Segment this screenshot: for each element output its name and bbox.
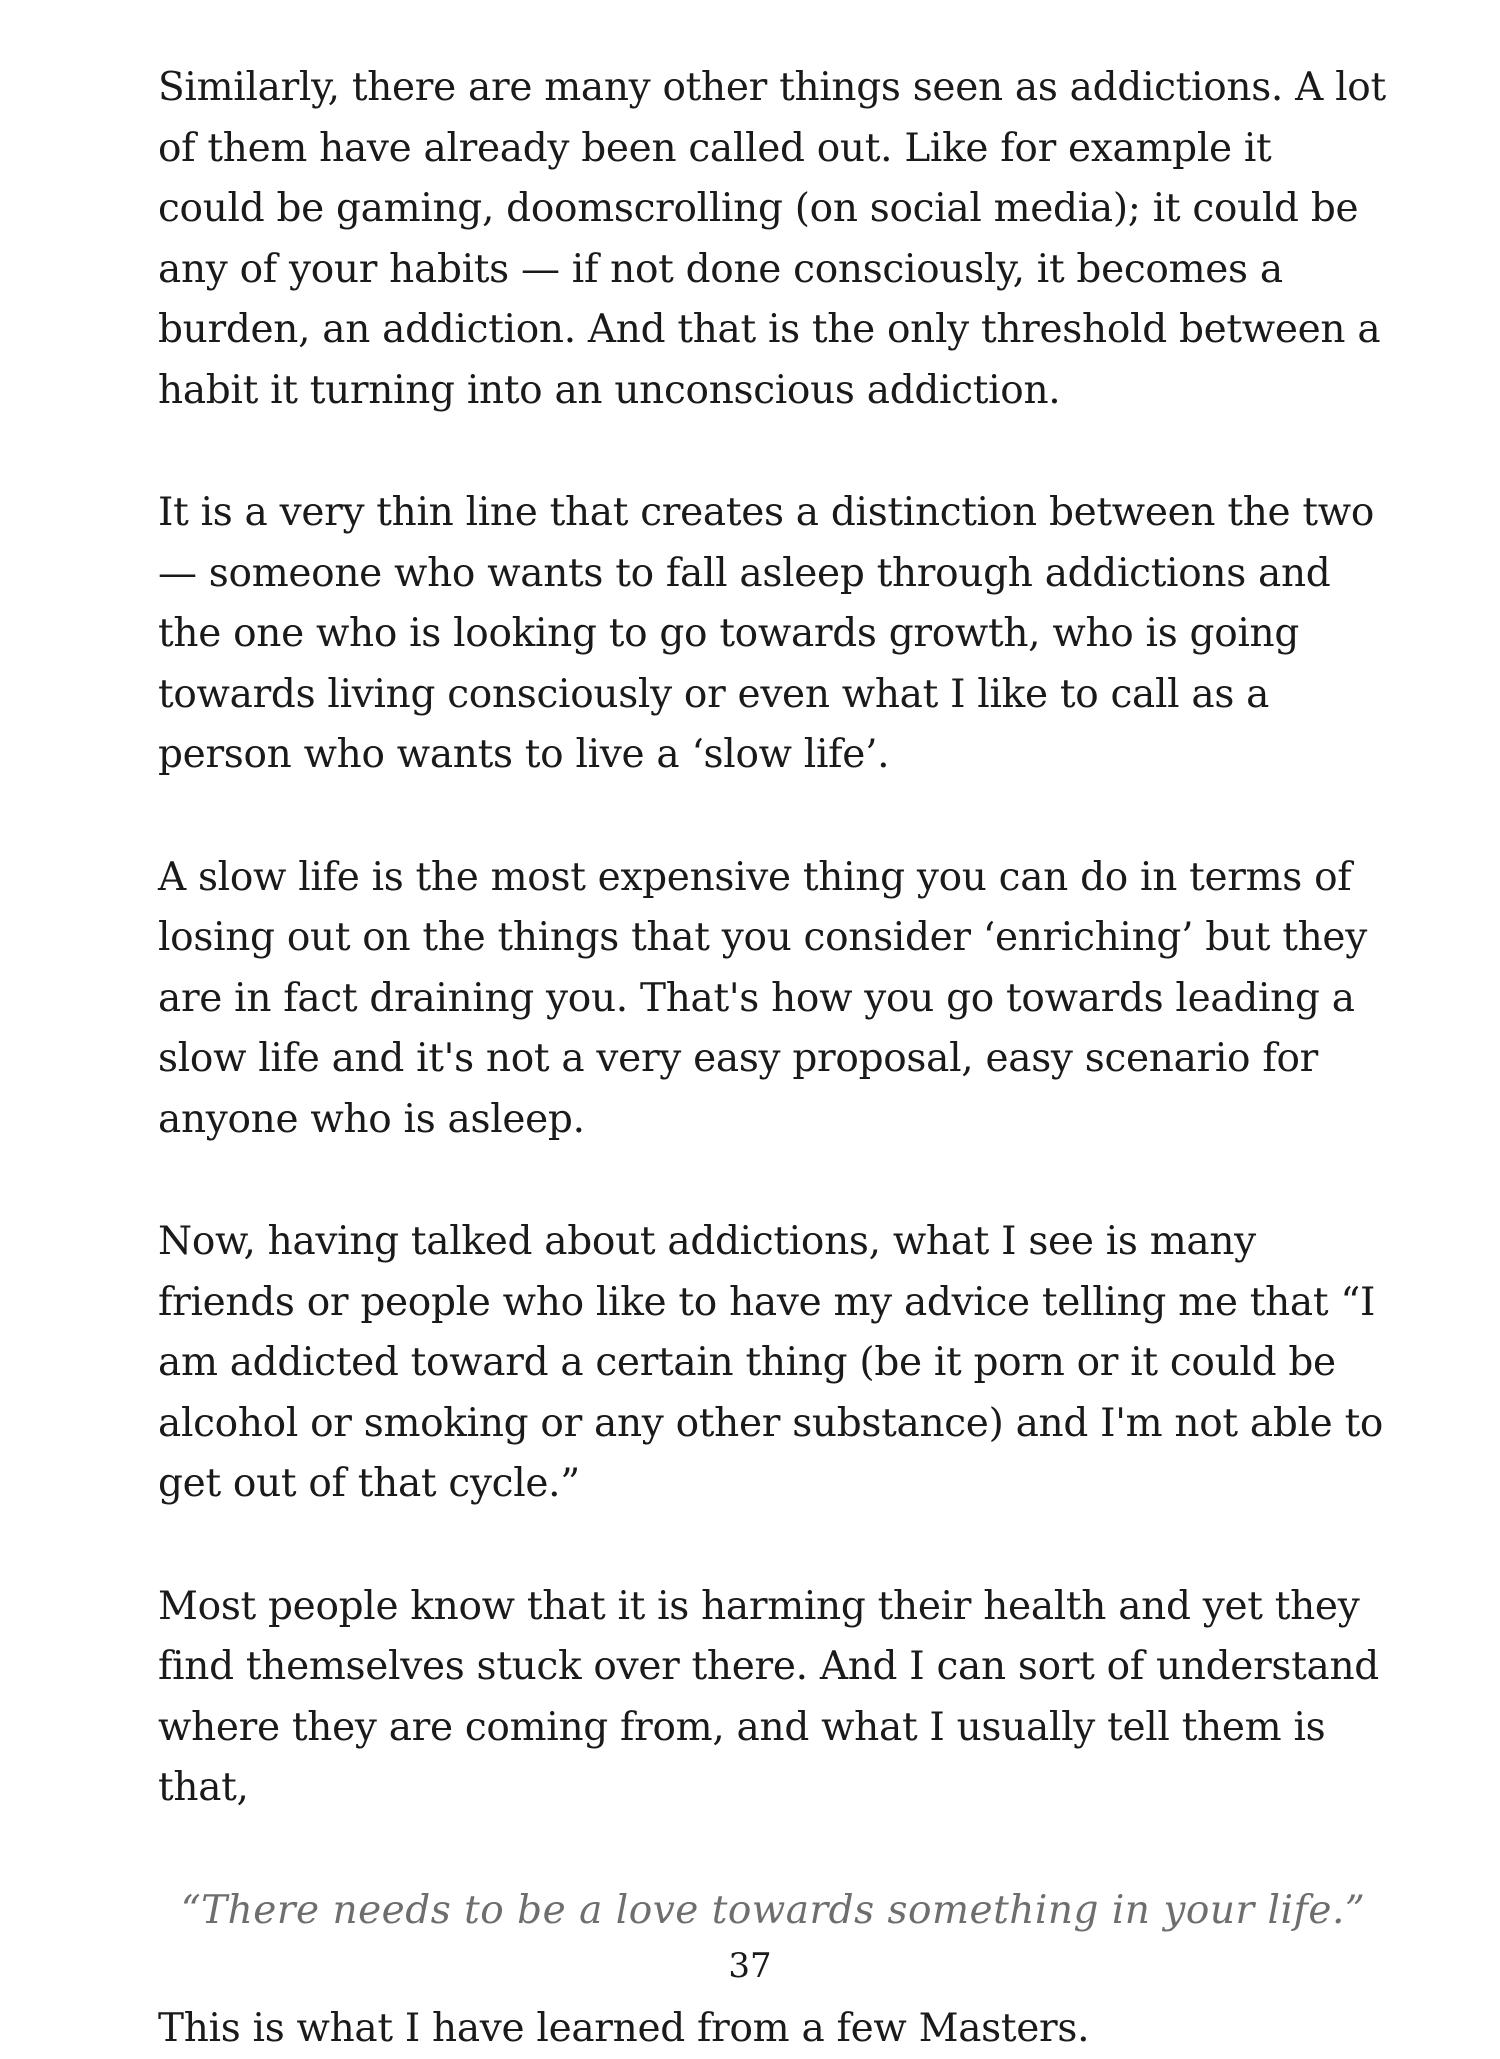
paragraph-5: Most people know that it is harming their health and yet they find themselves stuck over there. And I can sort of understand where they are coming from, and what I usually tell them is that, [158,1577,1388,1819]
paragraph-4: Now, having talked about addictions, what I see is many friends or people who like to have my advice telling me that “I am addicted toward a certain thing (be it porn or it could be alcohol or smoking or any other substance) and I'm not able to get out of that cycle.” [158,1212,1388,1515]
paragraph-3: A slow life is the most expensive thing you can do in terms of losing out on the things that you consider ‘enriching’ but they are in fact draining you. That's how you go towards leading a slow life and it's not a very easy proposal, easy scenario for anyone who is asleep. [158,848,1388,1151]
paragraph-2: It is a very thin line that creates a distinction between the two — someone who wants to fall asleep through addictions and the one who is looking to go towards growth, who is going towards living consciously or even what I like to call as a person who wants to live a ‘slow life’. [158,483,1388,786]
paragraph-1: Similarly, there are many other things seen as addictions. A lot of them have already been called out. Like for example it could be gaming, doomscrolling (on social media); it could be any of your habits — if not done consciously, it becomes a burden, an addiction. And that is the only threshold between a habit it turning into an unconscious addiction. [158,58,1388,421]
closing-line: This is what I have learned from a few Masters. [158,1999,1388,2059]
page-number: 37 [0,1946,1500,1986]
page-body [158,58,1388,2059]
pull-quote: “There needs to be a love towards something in your life.” [158,1881,1388,1941]
